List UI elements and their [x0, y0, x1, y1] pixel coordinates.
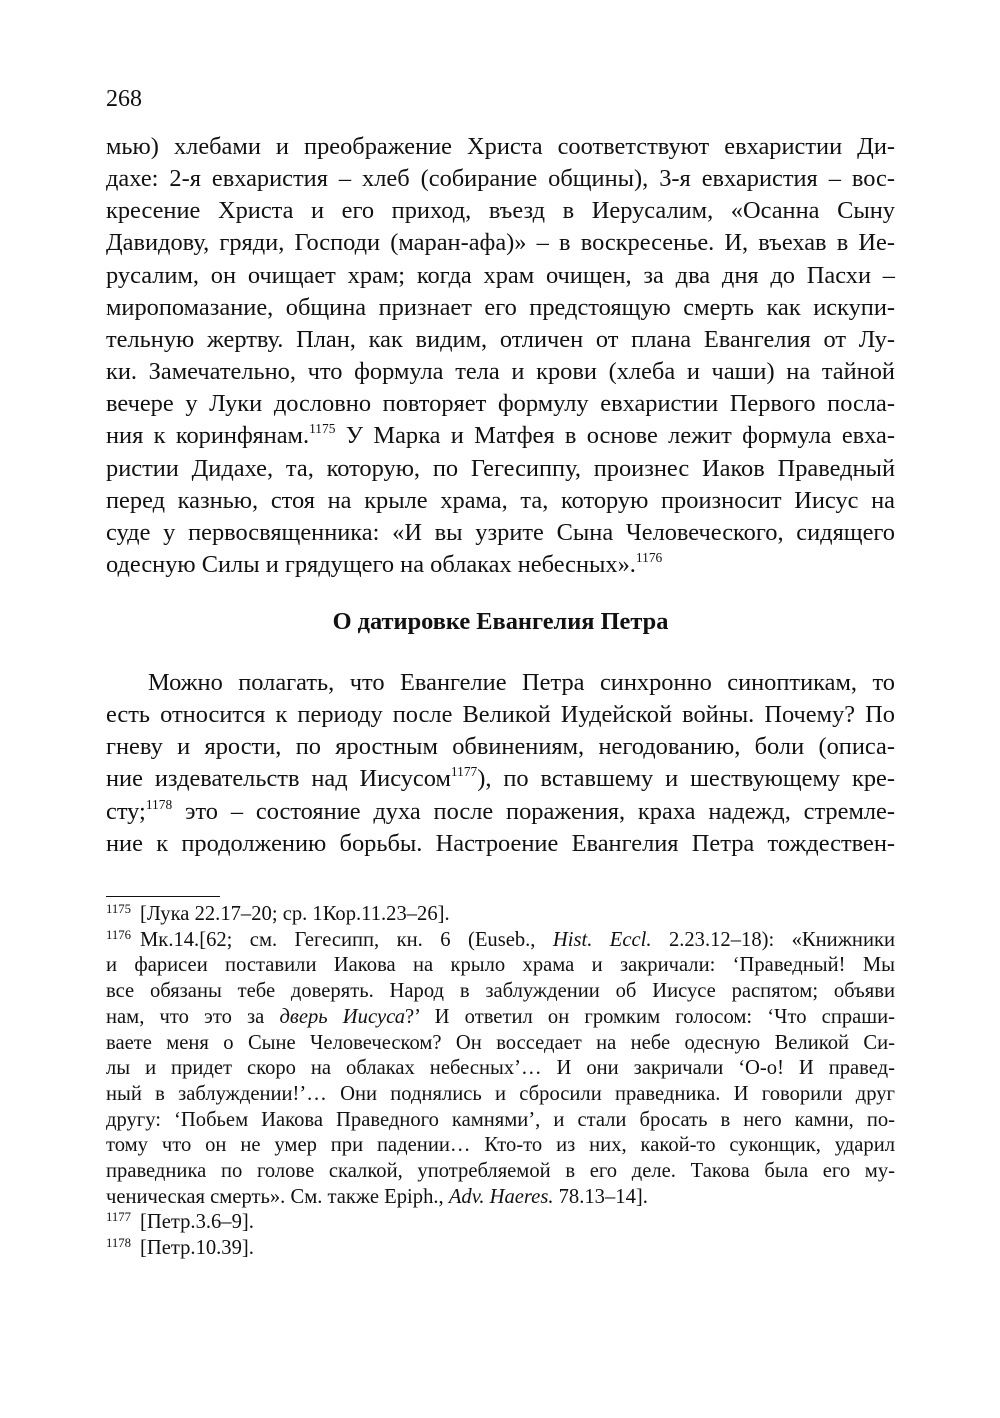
footnote-line: все обязаны тебе доверять. Народ в заблуждении об Иисусе распятом; объяви [106, 980, 895, 1003]
text-line [106, 796, 895, 828]
text-line: гневу и ярости, по яростным обвинениям, негодованию, боли (описа- [106, 733, 895, 761]
text-line: ние к продолжению борьбы. Настроение Евангелия Петра тождествен- [106, 829, 895, 857]
footnote-line: праведника по голове скалкой, употребляемой в его деле. Такова была его му- [106, 1160, 895, 1183]
page-number: 268 [106, 86, 142, 112]
section-heading: О датировке Евангелия Петра [332, 608, 669, 635]
footnote-divider [106, 896, 220, 897]
footnote-line: тому что он не умер при падении… Кто-то из них, какой-то суконщик, ударил [106, 1134, 895, 1157]
footnote-1176 [106, 928, 895, 954]
text-line: Давидову, гряди, Господи (маран-афа)» – в воскресенье. И, въехав в Ие- [106, 229, 895, 257]
footnote-text: ?’ И ответил он громким голосом: ‘Что спраши- [405, 1005, 896, 1028]
footnote-text-italic: дверь Иисуса [279, 1005, 406, 1028]
main-paragraph [106, 131, 895, 581]
text-line: дахе: 2-я евхаристия – хлеб (собирание общины), 3-я евхаристия – вос- [106, 165, 895, 193]
text-line: русалим, он очищает храм; когда храм очищен, за два дня до Пасхи – [106, 261, 895, 289]
footnote-text: 78.13–14]. [553, 1185, 648, 1208]
text-line: Можно полагать, что Евангелие Петра синхронно синоптикам, то [148, 669, 895, 696]
text-line: ки. Замечательно, что формула тела и крови (хлеба и чаши) на тайной [106, 358, 895, 386]
line-text: одесную Силы и грядущего на облаках небесных». [106, 551, 636, 579]
text-line [106, 763, 895, 795]
footnote-line [106, 1005, 895, 1031]
footnote-ref-1178[interactable]: 1178 [145, 796, 173, 812]
text-line: кресение Христа и его приход, въезд в Иерусалим, «Осанна Сыну [106, 197, 895, 225]
footnote-number: 1176 [106, 927, 132, 942]
footnote-text-italic: Adv. Haeres. [448, 1185, 554, 1208]
line-text: У Марка и Матфея в основе лежит формула евха- [335, 422, 895, 450]
footnote-text: ченическая смерть». См. также Epiph., [106, 1185, 449, 1208]
text-line: перед казнью, стоя на крыле храма, та, которую произносит Иисус на [106, 486, 895, 514]
line-text: ния к коринфянам. [106, 422, 310, 450]
text-line: тельную жертву. План, как видим, отличен от плана Евангелия от Лу- [106, 325, 895, 353]
footnote-text: [Петр.3.6–9]. [140, 1211, 254, 1234]
text-line: мью) хлебами и преображение Христа соответствуют евхаристии Ди- [106, 133, 895, 160]
footnote-number: 1178 [106, 1236, 132, 1251]
footnote-text: Мк.14.[62; см. Гегесипп, кн. 6 (Euseb., [140, 928, 553, 951]
line-text: ), по вставшему и шествующему кре- [477, 765, 895, 793]
footnote-line: и фарисеи поставили Иакова на крыло храма и закричали: ‘Праведный! Мы [106, 954, 895, 977]
footnote-1178 [106, 1236, 895, 1262]
text-line: есть относится к периоду после Великой Иудейской войны. Почему? По [106, 701, 895, 729]
section-paragraph [106, 667, 895, 860]
footnote-line [106, 1185, 895, 1211]
footnote-text: 2.23.12–18): «Книжники [651, 928, 895, 951]
footnote-line: ваете меня о Сыне Человеческом? Он восседает на небе одесную Великой Си- [106, 1031, 895, 1054]
text-line: миропомазание, община признает его предстоящую смерть как искупи- [106, 293, 895, 321]
footnote-ref-1177[interactable]: 1177 [450, 764, 478, 780]
footnote-number: 1177 [106, 1210, 132, 1225]
line-text: это – состояние духа после поражения, краха надежд, стремле- [172, 797, 895, 825]
footnote-ref-1175[interactable]: 1175 [309, 421, 336, 437]
footnote-ref-1176[interactable]: 1176 [635, 549, 663, 565]
footnote-1175 [106, 902, 895, 928]
footnote-text: [Петр.10.39]. [140, 1237, 254, 1260]
line-text: ние издевательств над Иисусом [106, 765, 451, 793]
footnote-line: лы и придет скоро на облаках небесных’… И они закричали ‘О-о! И правед- [106, 1057, 895, 1080]
footnote-text-italic: Hist. Eccl. [552, 928, 652, 951]
footnote-1177 [106, 1210, 895, 1236]
footnotes [106, 902, 895, 1262]
footnote-number: 1175 [106, 901, 132, 916]
text-line [106, 420, 895, 452]
text-line [106, 549, 895, 581]
line-text: сту; [106, 797, 146, 825]
text-line: суде у первосвященника: «И вы узрите Сына Человеческого, сидящего [106, 518, 895, 546]
footnote-text: [Лука 22.17–20; ср. 1Кор.11.23–26]. [140, 903, 450, 925]
footnote-line: другу: ‘Побьем Иакова Праведного камнями’, и стали бросать в него камни, по- [106, 1108, 895, 1131]
footnote-line: ный в заблуждении!’… Они поднялись и сбросили праведника. И говорили друг [106, 1082, 895, 1105]
text-line: вечере у Луки дословно повторяет формулу евхаристии Первого посла- [106, 390, 895, 418]
footnote-text: нам, что это за [106, 1005, 280, 1028]
text-line: ристии Дидахе, та, которую, по Гегесиппу, произнес Иаков Праведный [106, 454, 895, 482]
